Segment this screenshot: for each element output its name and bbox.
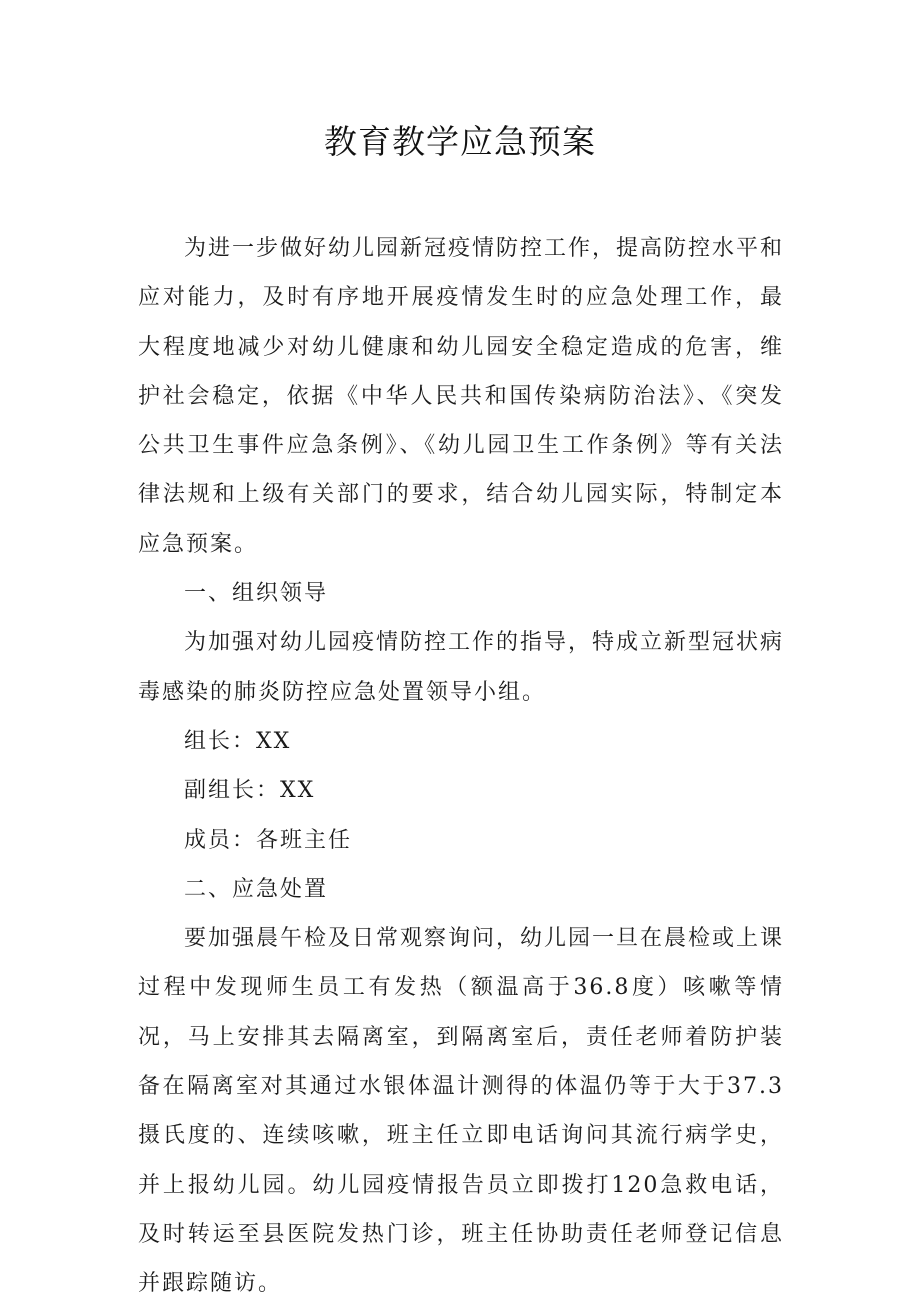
emergency-paragraph: 要加强晨午检及日常观察询问，幼儿园一旦在晨检或上课过程中发现师生员工有发热（额温高于36.8度）咳嗽等情况，马上安排其去隔离室，到隔离室后，责任老师着防护装备在隔离室对其通过水银体温计测得的体温仍等于大于37.3摄氏度的、连续咳嗽，班主任立即电话询问其流行病学史，并上报幼儿园。幼儿园疫情报告员立即拨打120急救电话，及时转运至县医院发热门诊，班主任协助责任老师登记信息并跟踪随访。 — [138, 926, 785, 1297]
document-body — [138, 224, 784, 1309]
deputy-leader-line: 副组长：XX — [184, 778, 316, 804]
organization-paragraph: 为加强对幼儿园疫情防控工作的指导，特成立新型冠状病毒感染的肺炎防控应急处置领导小组。 — [138, 630, 785, 705]
members-line: 成员：各班主任 — [184, 827, 353, 853]
section-heading-organization: 一、组织领导 — [184, 581, 329, 607]
intro-paragraph: 为进一步做好幼儿园新冠疫情防控工作，提高防控水平和应对能力，及时有序地开展疫情发生时的应急处理工作，最大程度地减少对幼儿健康和幼儿园安全稳定造成的危害，维护社会稳定，依据《中华人民共和国传染病防治法》、《突发公共卫生事件应急条例》、《幼儿园卫生工作条例》等有关法律法规和上级有关部门的要求，结合幼儿园实际，特制定本应急预案。 — [138, 236, 785, 557]
team-leader-line: 组长：XX — [184, 728, 292, 754]
section-heading-emergency: 二、应急处置 — [184, 876, 329, 902]
document-title: 教育教学应急预案 — [324, 122, 596, 161]
